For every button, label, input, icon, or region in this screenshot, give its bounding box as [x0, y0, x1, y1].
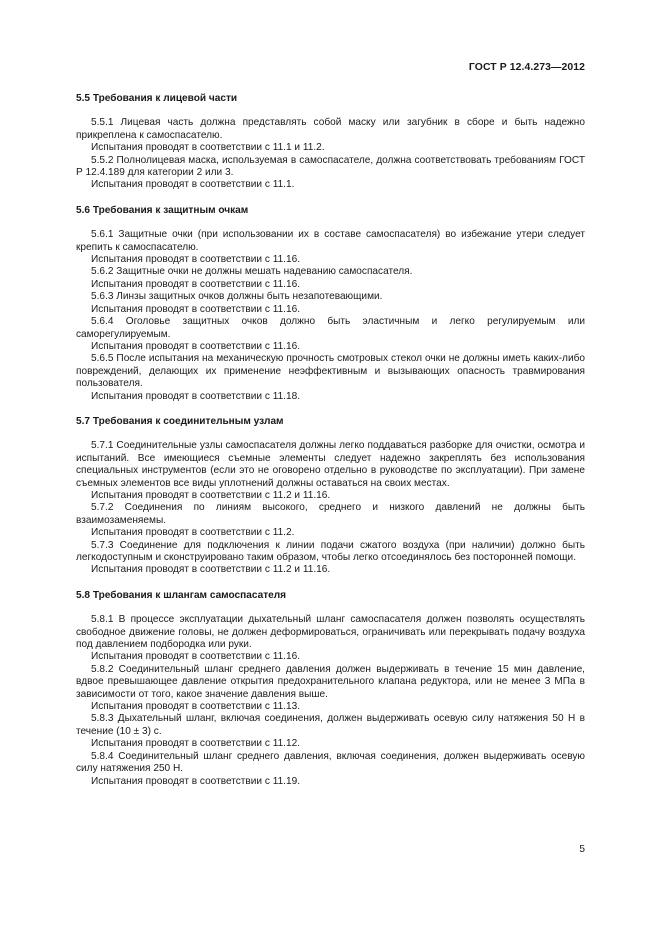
paragraph: 5.7.2 Соединения по линиям высокого, среднего и низкого давлений не должны быть взаимозаменяемы. [76, 502, 585, 526]
paragraph: Испытания проводят в соответствии с 11.18. [91, 390, 301, 402]
paragraph: 5.6.3 Линзы защитных очков должны быть незапотевающими. [91, 291, 383, 303]
paragraph: Испытания проводят в соответствии с 11.2. [91, 527, 295, 539]
section-5-7 [76, 416, 585, 577]
paragraph: Испытания проводят в соответствии с 11.19. [91, 775, 301, 787]
paragraph: 5.6.4 Оголовье защитных очков должно быть эластичным и легко регулируемым или саморегулируемым. [76, 316, 585, 340]
paragraph: Испытания проводят в соответствии с 11.12. [91, 738, 301, 750]
paragraph: Испытания проводят в соответствии с 11.16. [91, 254, 301, 266]
paragraph: 5.5.2 Полнолицевая маска, используемая в самоспасателе, должна соответствовать требованиям ГОСТ Р 12.4.189 для категории 2 или 3. [76, 154, 585, 179]
section-5-5 [76, 93, 585, 192]
paragraph: 5.8.2 Соединительный шланг среднего давления должен выдерживать в течение 15 мин давление, вдвое превышающее давление открытия предохранительного клапана редуктора, или не менее 3 МПа в зависимости от того, какое значение давления выше. [76, 663, 585, 700]
section-5-8 [76, 590, 585, 788]
paragraph: 5.8.1 В процессе эксплуатации дыхательный шланг самоспасателя должен позволять осуществлять свободное движение головы, не должен деформироваться, ограничивать или перекрывать подачу воздуха под давлением подбородка или руки. [76, 614, 585, 651]
paragraph: 5.6.2 Защитные очки не должны мешать надеванию самоспасателя. [91, 266, 413, 278]
page-number: 5 [579, 844, 585, 855]
section-title: 5.7 Требования к соединительным узлам [76, 415, 284, 427]
paragraph: Испытания проводят в соответствии с 11.1 и 11.2. [91, 142, 325, 154]
paragraph: Испытания проводят в соответствии с 11.13. [91, 701, 301, 713]
paragraph: 5.8.4 Соединительный шланг среднего давления, включая соединения, должен выдерживать осевую силу натяжения 250 Н. [76, 750, 585, 775]
paragraph: Испытания проводят в соответствии с 11.16. [91, 340, 301, 352]
paragraph: 5.6.1 Защитные очки (при использовании их в составе самоспасателя) во избежание утери следует крепить к самоспасателю. [76, 229, 585, 253]
paragraph: Испытания проводят в соответствии с 11.2 и 11.16. [91, 564, 331, 576]
paragraph: Испытания проводят в соответствии с 11.16. [91, 303, 301, 315]
paragraph: 5.5.1 Лицевая часть должна представлять собой маску или загубник в сборе и быть надежно прикреплена к самоспасателю. [76, 117, 585, 141]
section-title: 5.5 Требования к лицевой части [76, 93, 238, 104]
section-title: 5.6 Требования к защитным очкам [76, 204, 249, 216]
document-code: ГОСТ Р 12.4.273—2012 [468, 62, 585, 73]
document-body [76, 93, 585, 801]
paragraph: Испытания проводят в соответствии с 11.16. [91, 278, 301, 290]
paragraph: 5.7.3 Соединение для подключения к линии подачи сжатого воздуха (при наличии) должно быть легкодоступным и сконструировано таким образом, чтобы легко отсоединялось без посторонней помощи. [76, 539, 585, 563]
paragraph: 5.8.3 Дыхательный шланг, включая соединения, должен выдерживать осевую силу натяжения 50 Н в течение (10 ± 3) с. [76, 713, 585, 737]
paragraph: Испытания проводят в соответствии с 11.1. [91, 179, 295, 191]
paragraph: Испытания проводят в соответствии с 11.16. [91, 651, 301, 663]
section-title: 5.8 Требования к шлангам самоспасателя [76, 589, 287, 601]
section-5-6 [76, 205, 585, 403]
paragraph: 5.6.5 После испытания на механическую прочность смотровых стекол очки не должны иметь каких-либо повреждений, делающих их применение неэффективным и вызывающих опасность травмирования пользователя. [76, 353, 585, 390]
paragraph: 5.7.1 Соединительные узлы самоспасателя должны легко поддаваться разборке для очистки, осмотра и испытаний. Все имеющиеся съемные элементы следует надежно закреплять без использования специальных инструментов (если это не оговорено отдельно в руководстве по эксплуатации). При замене съемных элементов все виды уплотнений должны оставаться на своих местах. [76, 440, 585, 489]
paragraph: Испытания проводят в соответствии с 11.2 и 11.16. [91, 489, 331, 501]
